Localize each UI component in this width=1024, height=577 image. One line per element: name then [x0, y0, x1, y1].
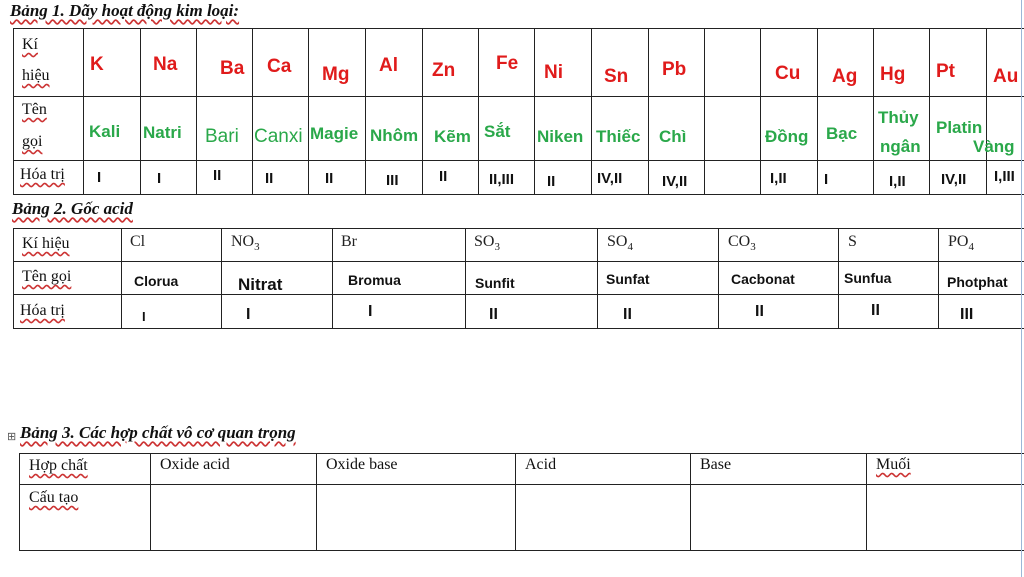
compound-header: Oxide acid [160, 456, 230, 473]
t1-label-name-line2: gọi [22, 133, 43, 150]
metal-valence: IV,II [662, 173, 688, 190]
metal-name: Vàng [973, 137, 1015, 156]
acid-symbol: $SO_3$ [474, 233, 500, 254]
t1-label-name-line1: Tên [22, 101, 47, 118]
acid-valence: II [755, 303, 764, 320]
acid-symbol: Br [341, 233, 357, 250]
compound-header: Base [700, 456, 732, 473]
table-move-handle-icon[interactable]: ⊞ [7, 431, 17, 443]
metal-valence: IV,II [941, 171, 967, 188]
cell-base-structure[interactable] [691, 485, 866, 550]
t1-label-valence: Hóa trị [20, 166, 65, 183]
acid-name: Nitrat [238, 275, 283, 294]
metal-name: Kali [89, 122, 121, 141]
metal-valence: II,III [489, 171, 515, 188]
metal-name: Niken [537, 127, 584, 146]
metal-name: Thiếc [596, 127, 641, 146]
acid-symbol: S [848, 233, 857, 250]
metal-name-hg-line1: Thủy [878, 108, 919, 127]
compound-header: Oxide base [326, 456, 398, 473]
compound-header: Muối [876, 456, 911, 473]
metal-valence: II [439, 168, 448, 185]
metal-valence: IV,II [597, 170, 623, 187]
metal-valence: I [157, 170, 162, 187]
metal-symbol: Pb [662, 59, 687, 80]
page-edge [1021, 0, 1022, 577]
metal-name-hg-line2: ngân [880, 137, 921, 156]
cell-oxide-acid-structure[interactable] [151, 485, 316, 550]
acid-valence: III [960, 306, 974, 323]
metal-symbol: Zn [432, 60, 456, 81]
metal-name: Nhôm [370, 126, 419, 145]
acid-valence: II [489, 306, 498, 323]
metal-symbol: Hg [880, 64, 906, 85]
acid-name: Clorua [134, 273, 179, 289]
t2-label-valence: Hóa trị [20, 302, 65, 319]
metal-valence: I,II [889, 173, 906, 190]
metal-name: Natri [143, 123, 182, 142]
acid-symbol: $NO_3$ [231, 233, 260, 254]
metal-name: Kẽm [434, 127, 471, 146]
metal-symbol: Na [153, 54, 178, 75]
table3-title: Bảng 3. Các hợp chất vô cơ quan trọng [20, 423, 296, 442]
metal-name: Canxi [254, 126, 303, 147]
t1-label-symbol-line1: Kí [22, 36, 38, 53]
cell-oxide-base-structure[interactable] [317, 485, 515, 550]
cell-acid-structure[interactable] [516, 485, 690, 550]
metal-name: Platin [936, 118, 983, 137]
acid-valence: II [871, 302, 880, 319]
compound-header: Acid [525, 456, 557, 473]
metal-valence: II [547, 173, 556, 190]
metal-name: Sắt [484, 122, 511, 141]
metal-symbol: Cu [775, 63, 801, 84]
metal-symbol: Pt [936, 61, 955, 82]
metal-name: Đồng [765, 127, 809, 146]
metal-valence: II [213, 167, 222, 184]
t2-label-name: Tên gọi [22, 268, 72, 285]
table2-title: Bảng 2. Gốc acid [12, 199, 133, 218]
metal-name: Bạc [826, 124, 858, 143]
acid-valence: I [246, 306, 251, 323]
acid-name: Sunfat [606, 271, 650, 287]
t1-label-symbol-line2: hiệu [22, 67, 50, 84]
metal-name: Bari [205, 126, 239, 147]
t2-label-symbol: Kí hiệu [22, 235, 70, 252]
metal-valence: II [265, 170, 274, 187]
metal-symbol: Mg [322, 64, 350, 85]
metal-valence: I,III [994, 168, 1015, 185]
metal-symbol: Sn [604, 66, 629, 87]
t3-label-structure: Cấu tạo [29, 489, 79, 506]
metal-valence: III [386, 172, 399, 189]
table1-title: Bảng 1. Dãy hoạt động kim loại: [10, 1, 240, 20]
acid-name: Photphat [947, 274, 1008, 290]
metal-name: Magie [310, 124, 359, 143]
acid-symbol: $CO_3$ [728, 233, 756, 254]
metal-symbol: Al [379, 55, 398, 76]
metal-valence: II [325, 170, 334, 187]
acid-symbol: $SO_4$ [607, 233, 633, 254]
acid-symbol: Cl [130, 233, 146, 250]
metal-name: Chì [659, 127, 687, 146]
acid-valence: II [623, 306, 632, 323]
acid-valence: I [142, 309, 146, 324]
metal-symbol: Ca [267, 56, 292, 77]
metal-valence: I [824, 171, 829, 188]
metal-symbol: Fe [496, 53, 519, 74]
acid-name: Sunfua [844, 270, 892, 286]
acid-name: Sunfit [475, 275, 515, 291]
metal-symbol: Ag [832, 66, 858, 87]
metal-symbol: Au [993, 66, 1019, 87]
metal-valence: I,II [770, 170, 787, 187]
metal-symbol: Ba [220, 58, 245, 79]
metal-symbol: Ni [544, 62, 563, 83]
cell-salt-structure[interactable] [867, 485, 1024, 550]
acid-valence: I [368, 303, 373, 320]
acid-name: Bromua [348, 272, 401, 288]
acid-name: Cacbonat [731, 271, 795, 287]
metal-valence: I [97, 169, 102, 186]
compound-header: Hợp chất [29, 457, 88, 474]
metal-symbol: K [90, 54, 104, 75]
acid-symbol: $PO_4$ [948, 233, 974, 254]
